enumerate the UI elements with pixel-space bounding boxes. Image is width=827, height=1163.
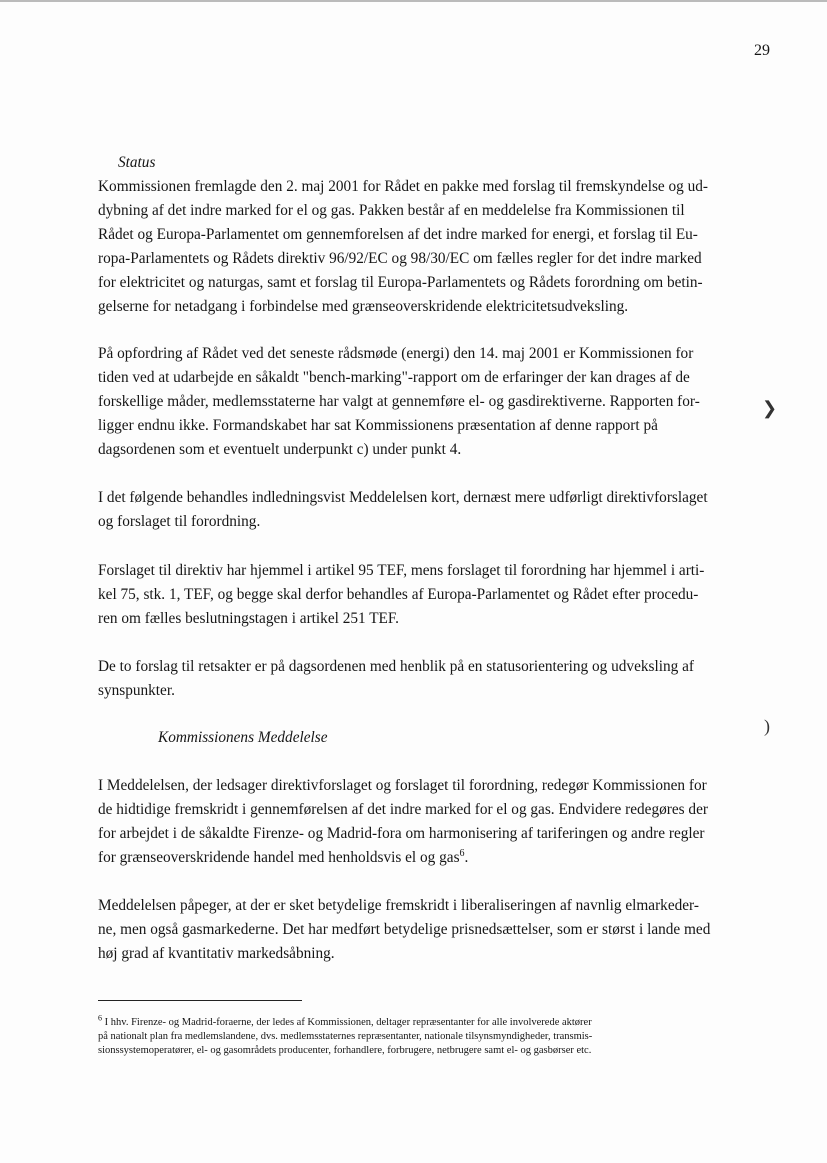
text-line: synspunkter. (98, 682, 175, 699)
footnote-marker: 6 (98, 1013, 102, 1023)
paragraph-progress (98, 894, 774, 966)
text-line: tiden ved at udarbejde en såkaldt "bench-marking"-rapport om de erfaringer der kan drages af de (98, 369, 690, 386)
text-line: dagsordenen som et eventuelt underpunkt c) under punkt 4. (98, 441, 462, 458)
footnote-line: $^6$ I hhv. Firenze- og Madrid-foraerne, der ledes af Kommissionen, deltager repræsentanter for alle involverede aktører (98, 1013, 592, 1028)
text-line: Kommissionen fremlagde den 2. maj 2001 for Rådet en pakke med forslag til fremskyndelse og ud- (98, 178, 709, 195)
paragraph-overview (98, 486, 774, 534)
text-line: gelserne for netadgang i forbindelse med grænseoverskridende elektricitetsudveksling. (98, 298, 629, 315)
margin-mark: ) (764, 716, 770, 736)
text-line: ne, men også gasmarkederne. Det har medført betydelige prisnedsættelser, som er størst i lande med (98, 921, 711, 938)
text-line: ren om fælles beslutningstagen i artikel 251 TEF. (98, 610, 399, 627)
text-line: dybning af det indre marked for el og gas. Pakken består af en meddelelse fra Kommissionen til (98, 202, 685, 219)
text-line: forskellige måder, medlemsstaterne har valgt at gennemføre el- og gasdirektiverne. Rapporten for- (98, 393, 700, 410)
page-number: 29 (754, 42, 770, 59)
text-line: I det følgende behandles indledningsvist Meddelelsen kort, dernæst mere udførligt direktivforslaget (98, 489, 708, 506)
paragraph-communication (98, 774, 774, 870)
section-subheading: Kommissionens Meddelelse (158, 729, 328, 746)
text-line: Meddelelsen påpeger, at der er sket betydelige fremskridt i liberaliseringen af navnlig elmarkeder- (98, 897, 699, 914)
paragraph-benchmarking (98, 342, 774, 462)
status-heading: Status (118, 154, 156, 171)
footnote-line: sionssystemoperatører, el- og gasområdets producenter, forhandlere, forbrugere, netbrugere samt el- og gasbørser etc. (98, 1045, 592, 1056)
margin-mark: ❯ (762, 398, 778, 418)
text-line: for arbejdet i de såkaldte Firenze- og Madrid-fora om harmonisering af tariferingen og andre regler (98, 825, 705, 842)
footnote-line: på nationalt plan fra medlemslandene, dvs. medlemsstaternes repræsentanter, nationale tilsynsmyndigheder, transmis- (98, 1031, 593, 1042)
text-line: På opfordring af Rådet ved det seneste rådsmøde (energi) den 14. maj 2001 er Kommissionen for (98, 345, 694, 362)
footnote (98, 1013, 774, 1058)
text-line: for grænseoverskridende handel med henholdsvis el og gas$^6$. (98, 847, 469, 866)
text-line: De to forslag til retsakter er på dagsordenen med henblik på en statusorientering og udveksling af (98, 658, 694, 675)
text-line: for elektricitet og naturgas, samt et forslag til Europa-Parlamentets og Rådets forordning om betin- (98, 274, 703, 291)
text-line: Forslaget til direktiv har hjemmel i artikel 95 TEF, mens forslaget til forordning har hjemmel i arti- (98, 562, 705, 579)
paragraph-legal-basis (98, 559, 774, 631)
footnote-reference: 6 (459, 847, 465, 859)
text-line: de hidtidige fremskridt i gennemførelsen af det indre marked for el og gas. Endvidere redegøres der (98, 801, 708, 818)
text-line: kel 75, stk. 1, TEF, og begge skal derfor behandles af Europa-Parlamentet og Rådet efter procedu- (98, 586, 699, 603)
paragraph-status (98, 175, 774, 319)
scan-edge (0, 0, 827, 2)
text-line: I Meddelelsen, der ledsager direktivforslaget og forslaget til forordning, redegør Kommissionen for (98, 777, 707, 794)
paragraph-agenda (98, 655, 774, 703)
text-line: Rådet og Europa-Parlamentet om gennemforelsen af det indre marked for energi, et forslag til Eu- (98, 226, 698, 243)
footnote-divider (98, 1000, 302, 1001)
text-line-end: for grænseoverskridende handel med henholdsvis el og gas (98, 849, 460, 866)
text-line: ligger endnu ikke. Formandskabet har sat Kommissionens præsentation af denne rapport på (98, 417, 658, 434)
text-line: ropa-Parlamentets og Rådets direktiv 96/92/EC og 98/30/EC om fælles regler for det indre marked (98, 250, 702, 267)
text-line: høj grad af kvantitativ markedsåbning. (98, 945, 335, 962)
text-line: og forslaget til forordning. (98, 513, 261, 530)
